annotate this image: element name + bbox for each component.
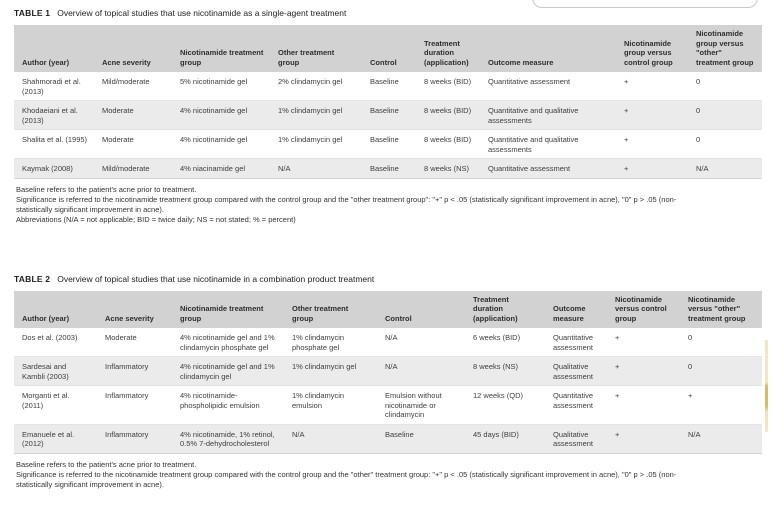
column-header: Nicotinamide treatment group xyxy=(172,25,270,72)
table-cell: 8 weeks (NS) xyxy=(465,357,545,386)
table-cell: Baseline xyxy=(377,424,465,453)
table-cell: Quantitative and qualitative assessments xyxy=(480,101,616,130)
table-cell: Khodaeiani et al. (2013) xyxy=(14,101,94,130)
table-cell: 6 weeks (BID) xyxy=(473,333,521,342)
table-cell: 0 xyxy=(696,77,701,86)
column-header: Author (year) xyxy=(14,25,94,72)
table-cell: Quantitative assessment xyxy=(553,333,594,352)
table-row xyxy=(14,130,762,159)
table1-label: TABLE 1 xyxy=(14,8,51,18)
table-cell: Inflammatory xyxy=(97,357,172,386)
table-cell: 4% nicotinamide gel and 1% clindamycin gel xyxy=(172,357,284,386)
table-cell: + xyxy=(624,135,629,144)
table2-caption: Overview of topical studies that use nicotinamide in a combination product treatment xyxy=(57,273,375,284)
table-cell: Kaymak (2008) xyxy=(14,159,94,179)
column-header: Acne severity xyxy=(97,291,172,329)
table-cell: 5% nicotinamide gel xyxy=(180,77,248,86)
table-cell: Mild/moderate xyxy=(102,77,150,86)
column-header: Nicotinamide group versus control group xyxy=(616,25,688,72)
footnote-line: Baseline refers to the patient's acne prior to treatment. xyxy=(16,184,197,194)
table-cell: N/A xyxy=(377,357,465,386)
column-header: Treatment duration (application) xyxy=(416,25,480,72)
table-cell: 1% clindamycin gel xyxy=(284,357,377,386)
table2 xyxy=(14,291,762,454)
column-header: Acne severity xyxy=(94,25,172,72)
table-cell: Shahmoradi et al. (2013) xyxy=(22,77,81,96)
table1-caption: Overview of topical studies that use nicotinamide as a single-agent treatment xyxy=(57,8,347,18)
table-cell: + xyxy=(615,391,620,400)
table-cell: Emanuele et al. (2012) xyxy=(14,424,97,453)
table-cell: 4% nicotinamide gel xyxy=(180,135,248,144)
column-header: Outcome measure xyxy=(480,25,616,72)
table-cell: 1% clindamycin gel xyxy=(270,101,362,130)
table-cell: + xyxy=(616,101,688,130)
footnote-line: Significance is referred to the nicotinamide treatment group compared with the control group and the "other" treatment group: "+" p < .05 (statistically significant improvement in acne), "0" p > .05 (non- xyxy=(16,469,677,479)
table-cell: Qualitative assessment xyxy=(545,357,607,386)
table2-footnotes xyxy=(16,460,773,490)
table-cell: 8 weeks (BID) xyxy=(424,77,472,86)
table-cell: + xyxy=(624,77,629,86)
column-header: Outcome measure xyxy=(545,291,607,329)
table-cell: Baseline xyxy=(362,101,416,130)
column-header: Nicotinamide versus "other" treatment group xyxy=(680,291,762,329)
table-cell: Quantitative assessment xyxy=(480,159,616,179)
column-header: Nicotinamide treatment group xyxy=(172,291,284,329)
table-row xyxy=(14,328,762,357)
footnote-line: statistically significant improvement in acne). xyxy=(16,479,164,489)
table-cell: 8 weeks (NS) xyxy=(416,159,480,179)
table-cell: Baseline xyxy=(362,159,416,179)
table-cell: Moderate xyxy=(102,135,134,144)
table-row xyxy=(14,159,762,179)
table-cell: Morganti et al. (2011) xyxy=(22,391,70,410)
table-cell: 2% clindamycin gel xyxy=(278,77,343,86)
table-cell: Qualitative assessment xyxy=(545,424,607,453)
column-header: Nicotinamide group versus "other" treatment group xyxy=(688,25,762,72)
table-cell: 4% nicotinamide-phospholipidic emulsion xyxy=(180,391,260,410)
column-header: Author (year) xyxy=(14,291,97,329)
table-cell: 0 xyxy=(696,135,701,144)
table-cell: N/A xyxy=(270,159,362,179)
table1-footnotes xyxy=(16,185,773,225)
table2-label: TABLE 2 xyxy=(14,273,51,284)
table-cell: 4% nicotinamide gel xyxy=(172,101,270,130)
table-cell: 45 days (BID) xyxy=(465,424,545,453)
table-cell: 4% niacinamide gel xyxy=(172,159,270,179)
table-cell: Moderate xyxy=(94,101,172,130)
column-header: Other treatment group xyxy=(270,25,362,72)
table-cell: 12 weeks (QD) xyxy=(473,391,524,400)
table1 xyxy=(14,25,762,179)
table-cell: 1% clindamycin gel xyxy=(278,135,343,144)
table-cell: 1% clindamycin emulsion xyxy=(292,391,345,410)
table-cell: Quantitative assessment xyxy=(553,391,594,410)
table-cell: N/A xyxy=(680,424,762,453)
column-header: Treatment duration (application) xyxy=(465,291,545,329)
clipped-popup-outline xyxy=(532,0,758,8)
table-cell: 4% nicotinamide, 1% retinol, 0.5% 7-dehydrocholesterol xyxy=(172,424,284,453)
table-cell: + xyxy=(688,391,693,400)
table-cell: Shalita et al. (1995) xyxy=(22,135,88,144)
table1-title xyxy=(14,8,773,18)
table1-section xyxy=(0,8,773,225)
table-row xyxy=(14,424,762,453)
table-cell: N/A xyxy=(688,159,762,179)
table-cell: + xyxy=(616,159,688,179)
table-cell: Emulsion without nicotinamide or clindamycin xyxy=(385,391,442,419)
table-cell: 0 xyxy=(688,101,762,130)
table-cell: 8 weeks (BID) xyxy=(416,101,480,130)
table1-header-row xyxy=(14,25,762,72)
table-cell: Mild/moderate xyxy=(94,159,172,179)
table-cell: Quantitative assessment xyxy=(488,77,571,86)
footnote-line: Abbreviations (N/A = not applicable; BID = twice daily; NS = not stated; % = percent) xyxy=(16,214,296,224)
table-cell: 4% nicotinamide gel and 1% clindamycin phosphate gel xyxy=(180,333,275,352)
footnote-line: Significance is referred to the nicotinamide treatment group compared with the control group and the "other treatment group": "+" p < .05 (statistically significant improvement in acne), "0" p > .05 (non- xyxy=(16,194,677,204)
table-cell: 8 weeks (BID) xyxy=(424,135,472,144)
table2-section xyxy=(0,274,773,490)
highlight-strip xyxy=(765,340,768,432)
table-cell: N/A xyxy=(284,424,377,453)
column-header: Nicotinamide versus control group xyxy=(607,291,680,329)
table-cell: Quantitative and qualitative assessments xyxy=(488,135,579,154)
table-row xyxy=(14,357,762,386)
table-cell: Inflammatory xyxy=(105,391,149,400)
table-cell: N/A xyxy=(385,333,398,342)
table-cell: Dos et al. (2003) xyxy=(22,333,78,342)
table2-title xyxy=(14,274,773,284)
table-cell: 0 xyxy=(680,357,762,386)
table-cell: Inflammatory xyxy=(97,424,172,453)
table-row xyxy=(14,386,762,425)
table-row xyxy=(14,101,762,130)
table-cell: Baseline xyxy=(370,135,399,144)
table-cell: Sardesai and Kambli (2003) xyxy=(14,357,97,386)
table-cell: + xyxy=(615,333,620,342)
table-cell: Moderate xyxy=(105,333,137,342)
table-cell: + xyxy=(607,357,680,386)
column-header: Control xyxy=(377,291,465,329)
footnote-line: statistically significant improvement in acne). xyxy=(16,204,164,214)
table-cell: 1% clindamycin phosphate gel xyxy=(292,333,345,352)
footnote-line: Baseline refers to the patient's acne prior to treatment. xyxy=(16,459,197,469)
table-cell: + xyxy=(607,424,680,453)
column-header: Other treatment group xyxy=(284,291,377,329)
column-header: Control xyxy=(362,25,416,72)
table-row xyxy=(14,72,762,101)
table-cell: 0 xyxy=(688,333,693,342)
table2-header-row xyxy=(14,291,762,329)
table-cell: Baseline xyxy=(370,77,399,86)
